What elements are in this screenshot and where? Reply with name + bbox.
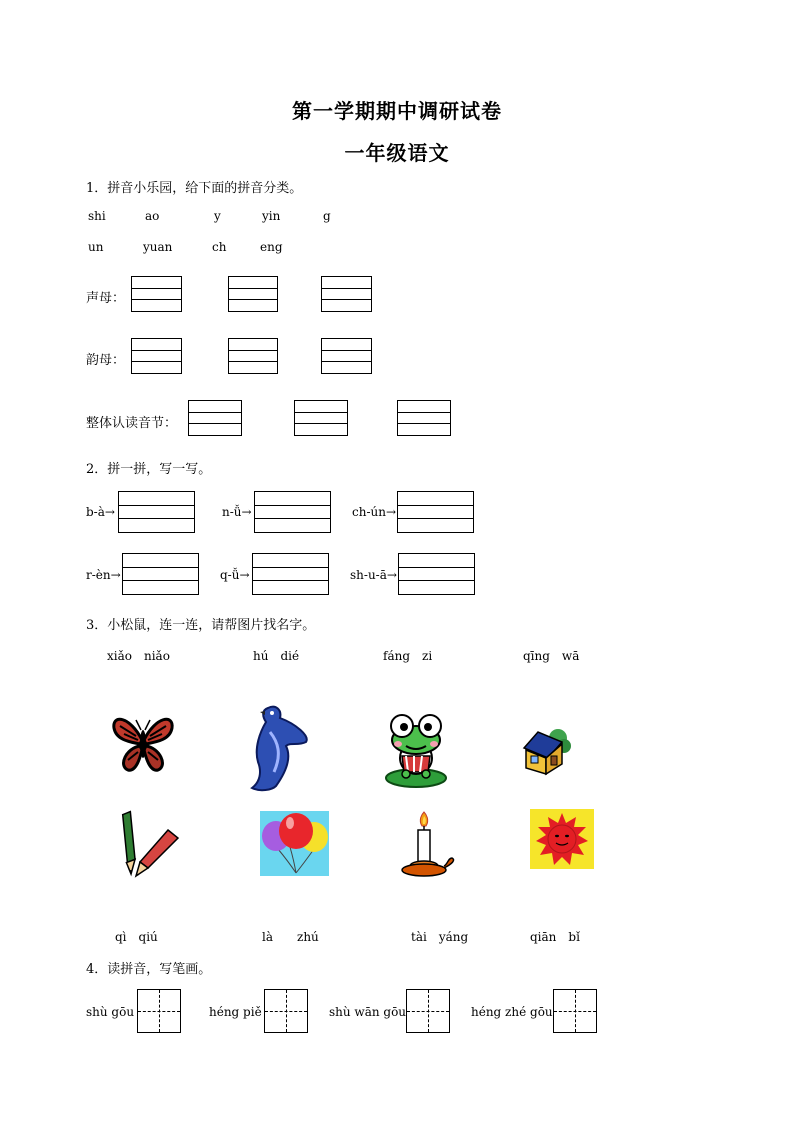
- pinyin-label: fáng zi: [383, 649, 433, 663]
- bird-icon[interactable]: [246, 702, 312, 792]
- stroke-pinyin: shù wān gōu: [329, 1005, 407, 1019]
- frog-icon[interactable]: [384, 712, 448, 788]
- stroke-pinyin: shù gōu: [86, 1005, 135, 1019]
- answer-box[interactable]: [321, 338, 372, 374]
- pinyin-item: ch: [212, 240, 227, 254]
- pinyin-prompt: n-ǚ→: [222, 505, 252, 519]
- pinyin-item: un: [88, 240, 104, 254]
- pinyin-item: g: [323, 209, 331, 223]
- pinyin-label: qiān bǐ: [530, 930, 580, 944]
- tianzige-box[interactable]: [553, 989, 597, 1033]
- answer-box[interactable]: [131, 338, 182, 374]
- answer-box[interactable]: [228, 338, 278, 374]
- house-icon[interactable]: [522, 722, 570, 776]
- tianzige-box[interactable]: [406, 989, 450, 1033]
- yunmu-label: 韵母：: [86, 353, 126, 368]
- q2-prompt: 2．拼一拼，写一写。: [86, 462, 212, 477]
- answer-box[interactable]: [397, 400, 451, 436]
- candle-icon[interactable]: [400, 812, 458, 880]
- pinyin-prompt: q-ǚ→: [220, 568, 250, 582]
- pinyin-item: yin: [262, 209, 281, 223]
- answer-box[interactable]: [294, 400, 348, 436]
- q1-prompt: 1．拼音小乐园，给下面的拼音分类。: [86, 181, 303, 196]
- page-subtitle: 一年级语文: [344, 141, 450, 165]
- q3-prompt: 3．小松鼠，连一连，请帮图片找名字。: [86, 618, 316, 633]
- pencils-icon[interactable]: [112, 808, 184, 880]
- pinyin-prompt: sh-u-ā→: [350, 568, 397, 582]
- answer-box[interactable]: [122, 553, 199, 595]
- pinyin-prompt: b-à→: [86, 505, 115, 519]
- pinyin-label: là zhú: [262, 930, 319, 944]
- stroke-pinyin: héng zhé gōu: [471, 1005, 553, 1019]
- shengmu-label: 声母：: [86, 291, 126, 306]
- pinyin-label: tài yáng: [411, 930, 469, 944]
- zhengti-label: 整体认读音节：: [86, 416, 178, 431]
- answer-box[interactable]: [131, 276, 182, 312]
- sun-icon[interactable]: [530, 809, 594, 869]
- answer-box[interactable]: [398, 553, 475, 595]
- answer-box[interactable]: [188, 400, 242, 436]
- stroke-pinyin: héng piě: [209, 1005, 262, 1019]
- pinyin-item: y: [214, 209, 221, 223]
- pinyin-item: eng: [260, 240, 283, 254]
- pinyin-item: yuan: [143, 240, 173, 254]
- butterfly-icon[interactable]: [110, 712, 176, 774]
- pinyin-item: shi: [88, 209, 106, 223]
- answer-box[interactable]: [118, 491, 195, 533]
- pinyin-prompt: ch-ún→: [352, 505, 397, 519]
- answer-box[interactable]: [254, 491, 331, 533]
- tianzige-box[interactable]: [264, 989, 308, 1033]
- pinyin-label: hú dié: [253, 649, 300, 663]
- balloons-icon[interactable]: [260, 811, 329, 876]
- pinyin-label: xiǎo niǎo: [107, 649, 170, 663]
- q4-prompt: 4．读拼音，写笔画。: [86, 962, 212, 977]
- pinyin-label: qì qiú: [115, 930, 158, 944]
- pinyin-item: ao: [145, 209, 160, 223]
- tianzige-box[interactable]: [137, 989, 181, 1033]
- answer-box[interactable]: [228, 276, 278, 312]
- pinyin-prompt: r-èn→: [86, 568, 121, 582]
- answer-box[interactable]: [397, 491, 474, 533]
- pinyin-label: qīng wā: [523, 649, 580, 663]
- answer-box[interactable]: [321, 276, 372, 312]
- page-title: 第一学期期中调研试卷: [292, 99, 502, 123]
- answer-box[interactable]: [252, 553, 329, 595]
